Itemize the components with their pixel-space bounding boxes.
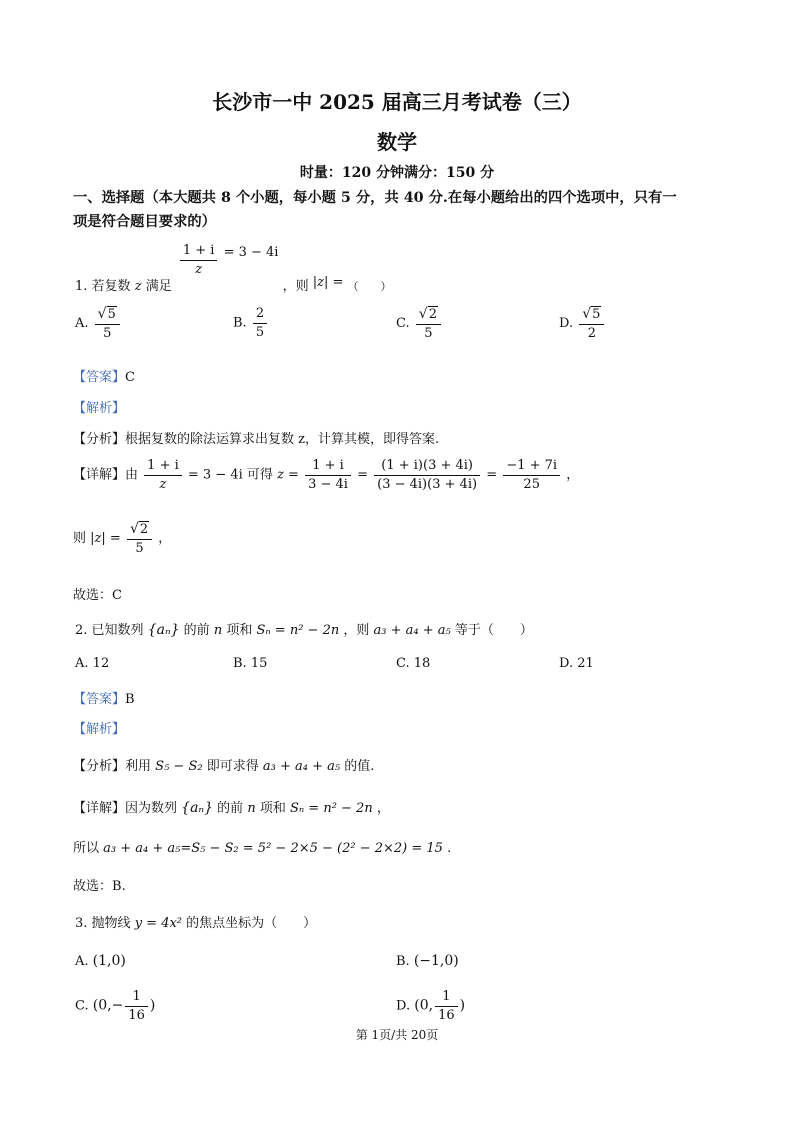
option-fraction: $\frac{√5}{5}$ — [95, 306, 120, 341]
q1-option-a[interactable] — [75, 306, 122, 341]
fenxi-c: 的值. — [344, 759, 375, 774]
q3-option-b[interactable] — [396, 953, 459, 969]
q1-stem-prefix: 1. 若复数 — [75, 278, 131, 294]
option-label: B. — [233, 315, 247, 331]
q3-stem-b: 的焦点坐标为（ ） — [186, 916, 317, 931]
detail-n: n — [247, 801, 256, 816]
detail-eq1: = 3 − 4i 可得 — [187, 467, 273, 483]
detail-by: 由 — [125, 467, 139, 483]
choice-value: B. — [112, 879, 126, 894]
option-value: 12 — [92, 656, 110, 671]
q1-frac-den: z — [195, 261, 203, 277]
option-value: 21 — [577, 656, 594, 671]
detail-seq: {aₙ} — [181, 800, 214, 816]
detail-label: 【详解】 — [73, 801, 126, 816]
q2-stem — [75, 619, 533, 638]
fenxi-expr: S₅ − S₂ — [155, 759, 203, 774]
q2-n: n — [213, 623, 223, 638]
option-value: 15 — [250, 656, 268, 671]
exam-title: 长沙市一中 2025 届高三月考试卷（三） — [212, 90, 582, 114]
q2-stem-b: 的前 — [183, 623, 210, 638]
q2-detail — [73, 797, 390, 816]
result-end: ， — [158, 531, 172, 547]
fenxi-b: 即可求得 — [206, 759, 259, 774]
page-footer: 第 1页/共 20页 — [355, 1028, 439, 1042]
option-fraction: $\frac{√2}{5}$ — [416, 306, 441, 341]
q1-stem — [75, 243, 392, 294]
option-label: B. — [233, 656, 247, 671]
detail-frac2: $\frac{1 + i}{3 - 4i}$ — [305, 458, 351, 492]
q3-stem — [75, 912, 316, 931]
detail-b: 的前 — [217, 801, 244, 816]
option-label: C. — [396, 316, 410, 332]
q1-answer — [73, 366, 135, 385]
so-end: . — [447, 841, 452, 856]
answer-label: 【答案】 — [73, 370, 126, 385]
fenxi-label: 【分析】 — [73, 759, 126, 774]
option-label: C. — [396, 656, 410, 671]
q2-sn: Sₙ = n² − 2n — [256, 623, 340, 638]
detail-z-eq: z = — [277, 467, 299, 483]
q2-choice — [73, 875, 126, 894]
detail-eq-a: = — [357, 467, 368, 483]
q2-option-d[interactable] — [559, 656, 594, 671]
option-fraction: $\frac{1}{16}$ — [435, 989, 458, 1023]
answer-label: 【答案】 — [73, 692, 126, 707]
q2-option-c[interactable] — [396, 656, 430, 671]
q1-option-b[interactable] — [233, 306, 269, 340]
option-label: D. — [559, 316, 574, 332]
q2-so — [73, 837, 451, 856]
q1-option-d[interactable] — [559, 306, 606, 341]
option-label: D. — [396, 998, 411, 1014]
detail-sn: Sₙ = n² − 2n — [289, 801, 373, 816]
q2-analysis-label: 【解析】 — [73, 722, 126, 737]
section-heading-line2: 项是符合题目要求的） — [73, 214, 216, 230]
detail-a: 因为数列 — [125, 801, 178, 816]
detail-frac1: $\frac{1 + i}{z}$ — [144, 458, 182, 492]
result-abs: |z| = — [90, 531, 121, 547]
option-prefix: (0,− — [92, 997, 124, 1014]
q1-stem-then: ，则 — [282, 278, 309, 294]
q2-answer — [73, 688, 135, 707]
q2-option-a[interactable] — [75, 656, 109, 671]
option-fraction: $\frac{1}{16}$ — [125, 989, 148, 1023]
section-heading-line1: 一、选择题（本大题共 8 个小题，每小题 5 分，共 40 分.在每小题给出的四个选项中，只有一 — [73, 190, 677, 206]
option-label: C. — [75, 998, 89, 1014]
detail-frac4: $\frac{-1 + 7i}{25}$ — [503, 458, 560, 492]
q2-sum: a₃ + a₄ + a₅ — [373, 623, 451, 638]
so-expr: a₃ + a₄ + a₅=S₅ − S₂ = 5² − 2×5 − (2² − 2×2) = 15 — [103, 841, 443, 856]
q1-abs-z: |z| = — [312, 274, 344, 290]
q1-stem-mid: 满足 — [145, 278, 172, 294]
detail-eq-b: = — [486, 467, 498, 483]
fenxi-text: 根据复数的除法运算求出复数 z，计算其模，即得答案. — [125, 432, 440, 447]
q1-choice — [73, 584, 122, 603]
q2-seq: {aₙ} — [147, 622, 180, 638]
detail-c: 项和 — [259, 801, 286, 816]
q1-fraction — [180, 243, 218, 277]
option-fraction: $\frac{√5}{2}$ — [579, 306, 604, 341]
fenxi-a: 利用 — [125, 759, 152, 774]
choice-prefix: 故选： — [73, 879, 113, 894]
option-suffix: ) — [459, 997, 466, 1014]
q3-option-c[interactable] — [75, 989, 155, 1023]
option-value: (−1,0) — [413, 953, 459, 969]
option-label: B. — [396, 954, 410, 969]
fenxi-sum: a₃ + a₄ + a₅ — [262, 759, 341, 774]
q3-option-d[interactable] — [396, 989, 465, 1023]
choice-value: C — [112, 588, 122, 603]
q1-var-z: z — [134, 278, 142, 294]
q1-detail — [73, 458, 579, 492]
q1-result — [73, 521, 171, 556]
option-prefix: (0, — [414, 997, 434, 1014]
fenxi-label: 【分析】 — [73, 432, 126, 447]
subject-title: 数学 — [377, 130, 417, 154]
q1-option-c[interactable] — [396, 306, 443, 341]
detail-frac3: $\frac{(1 + i)(3 + 4i)}{(3 - 4i)(3 + 4i)}$ — [374, 458, 480, 492]
result-frac: $\frac{√2}{5}$ — [127, 521, 152, 556]
option-label: A. — [75, 656, 89, 671]
option-value: 18 — [413, 656, 431, 671]
result-prefix: 则 — [73, 531, 87, 547]
detail-label: 【详解】 — [73, 467, 126, 483]
q2-option-b[interactable] — [233, 656, 267, 671]
option-label: A. — [75, 316, 89, 332]
answer-value: B — [125, 692, 135, 707]
time-score: 时量：120 分钟满分：150 分 — [299, 165, 495, 181]
choice-prefix: 故选： — [73, 588, 113, 603]
q2-stem-c: 项和 — [226, 623, 253, 638]
option-label: D. — [559, 656, 574, 671]
so-prefix: 所以 — [73, 841, 100, 856]
option-value: (1,0) — [92, 953, 126, 969]
q2-stem-e: 等于（ ） — [454, 623, 533, 638]
option-fraction: $\frac{2}{5}$ — [253, 306, 267, 340]
q3-option-a[interactable] — [75, 953, 126, 969]
option-suffix: ) — [149, 997, 156, 1014]
detail-end: ， — [566, 467, 580, 483]
detail-end: ， — [376, 801, 390, 816]
q1-frac-num: 1 + i — [180, 243, 218, 261]
q3-formula: y = 4x² — [134, 916, 183, 931]
q1-eq-rhs: = 3 − 4i — [223, 244, 279, 260]
q1-analysis-label: 【解析】 — [73, 401, 126, 416]
answer-value: C — [125, 370, 135, 385]
q2-stem-a: 2. 已知数列 — [75, 623, 144, 638]
q1-paren: （ ） — [347, 279, 392, 293]
q1-fenxi — [73, 428, 439, 447]
q3-stem-a: 3. 抛物线 — [75, 916, 131, 931]
q2-fenxi — [73, 755, 374, 774]
q2-stem-d: ，则 — [343, 623, 370, 638]
option-label: A. — [75, 954, 89, 969]
